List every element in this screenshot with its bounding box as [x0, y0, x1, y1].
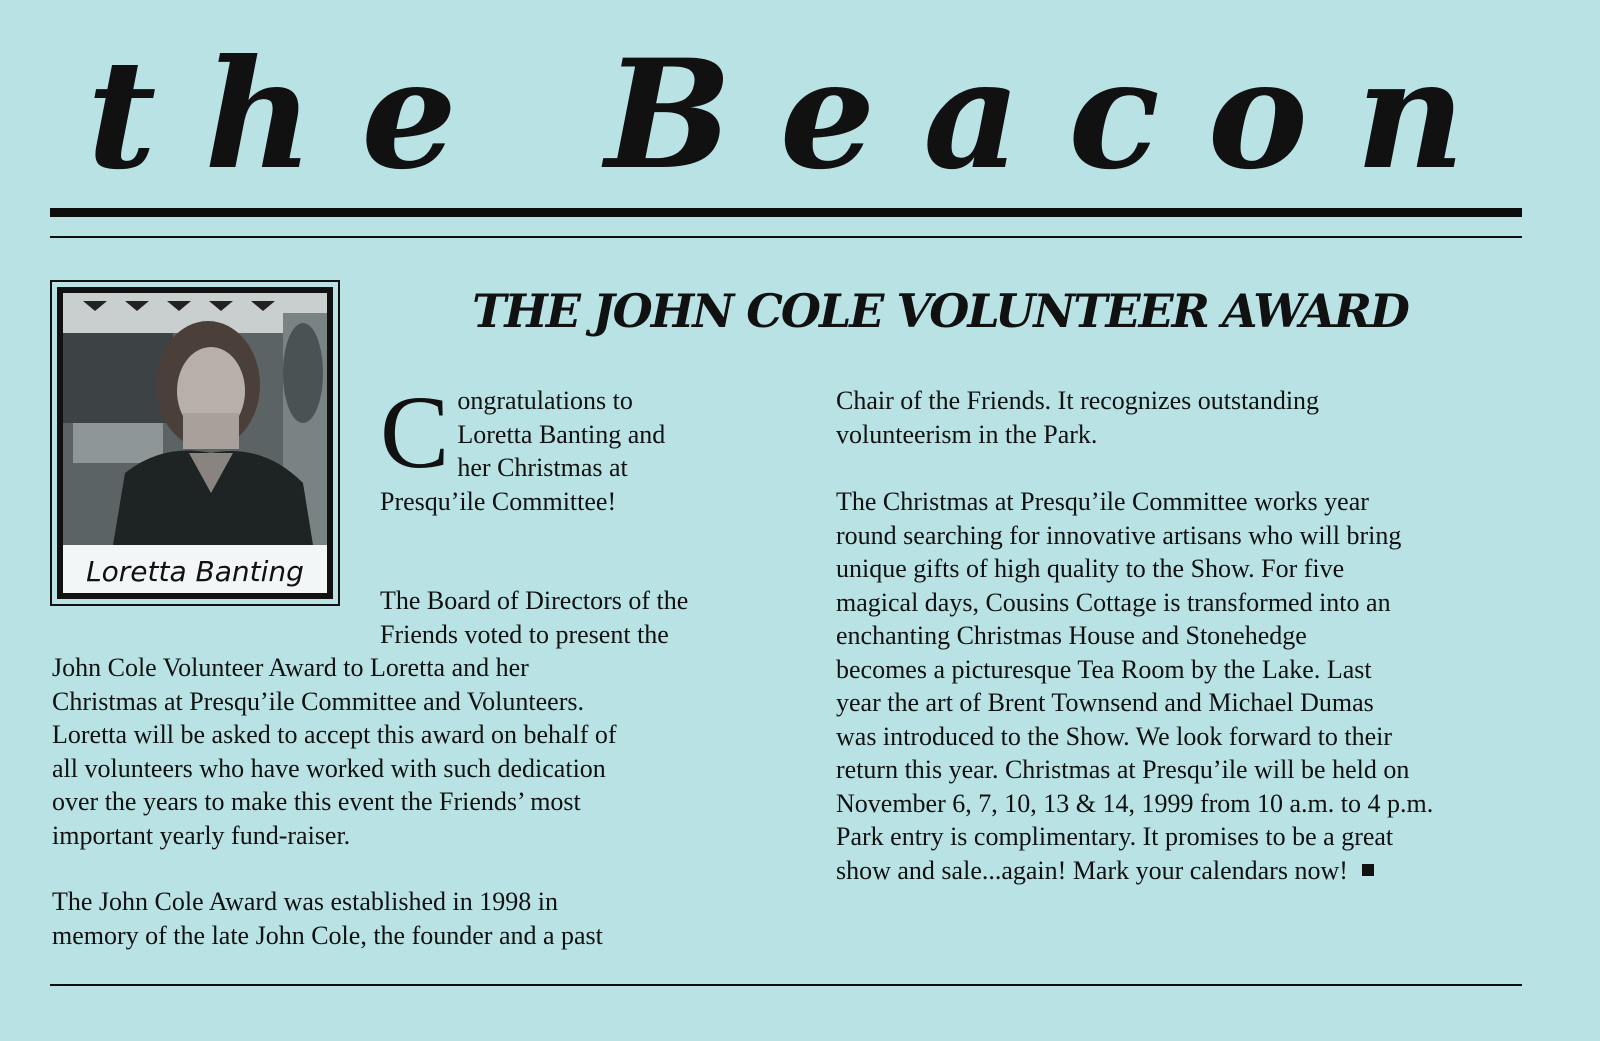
board-paragraph	[52, 651, 772, 852]
committee-line: The Christmas at Presqu’ile Committee works year	[836, 487, 1369, 516]
committee-line: November 6, 7, 10, 13 & 14, 1999 from 10 a.m. to 4 p.m.	[836, 788, 1434, 818]
chair-line: volunteerism in the Park.	[836, 419, 1098, 449]
intro-line: Loretta Banting and	[457, 419, 666, 449]
committee-line: round searching for innovative artisans who will bring	[836, 520, 1402, 550]
committee-line: magical days, Cousins Cottage is transformed into an	[836, 587, 1391, 617]
committee-paragraph	[836, 485, 1556, 887]
committee-line: enchanting Christmas House and Stonehedge	[836, 621, 1307, 650]
intro-line: her Christmas at	[457, 453, 628, 482]
board-line: John Cole Volunteer Award to Loretta and her	[52, 653, 529, 682]
board-line: over the years to make this event the Friends’ most	[52, 787, 581, 816]
committee-last-line	[836, 854, 1556, 888]
end-of-article-square-icon	[1362, 864, 1374, 876]
drop-cap: C	[380, 375, 450, 490]
masthead-thick-rule	[50, 208, 1522, 217]
committee-line: year the art of Brent Townsend and Michael Dumas	[836, 688, 1374, 717]
board-paragraph-indented	[380, 584, 770, 651]
chair-paragraph	[836, 384, 1536, 451]
committee-line: return this year. Christmas at Presqu’ile will be held on	[836, 755, 1410, 784]
board-line: Loretta will be asked to accept this award on behalf of	[52, 720, 617, 749]
board-line: all volunteers who have worked with such dedication	[52, 753, 606, 783]
board-line: Christmas at Presqu’ile Committee and Volunteers.	[52, 686, 584, 716]
board-line: important yearly fund-raiser.	[52, 820, 351, 850]
masthead-thin-rule	[50, 236, 1522, 238]
board-line: The Board of Directors of the	[380, 586, 689, 615]
committee-line: unique gifts of high quality to the Show. For five	[836, 554, 1345, 583]
award-line: The John Cole Award was established in 1998 in	[52, 887, 558, 916]
award-line: memory of the late John Cole, the founder and a past	[52, 920, 603, 950]
intro-line: Presqu’ile Committee!	[380, 486, 617, 516]
committee-line: show and sale...again! Mark your calendars now!	[836, 855, 1348, 885]
intro-line: ongratulations to	[457, 386, 633, 415]
masthead-title: the Beacon	[87, 27, 1513, 203]
portrait-photo	[63, 293, 327, 545]
photo-frame	[50, 280, 340, 606]
committee-line: was introduced to the Show. We look forward to their	[836, 721, 1393, 751]
photo-caption: Loretta Banting	[86, 555, 304, 589]
intro-paragraph	[380, 375, 760, 518]
committee-line: becomes a picturesque Tea Room by the Lake. Last	[836, 654, 1372, 684]
board-line: Friends voted to present the	[380, 619, 669, 649]
chair-line: Chair of the Friends. It recognizes outstanding	[836, 386, 1320, 415]
article-headline: THE JOHN COLE VOLUNTEER AWARD	[472, 284, 1408, 338]
committee-line: Park entry is complimentary. It promises to be a great	[836, 822, 1394, 851]
award-paragraph	[52, 885, 772, 952]
photo-inner-border	[57, 287, 333, 599]
footer-rule	[50, 984, 1522, 986]
